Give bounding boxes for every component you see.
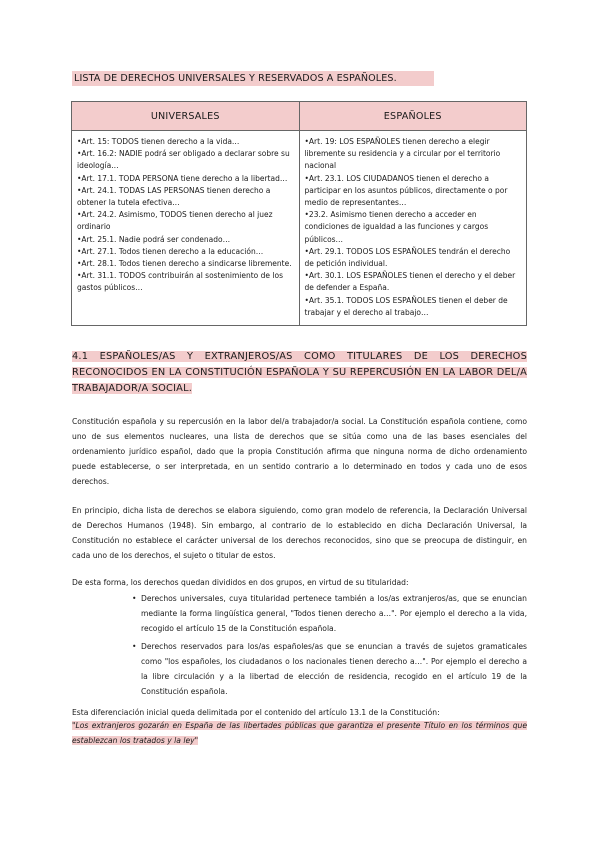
quote-block bbox=[72, 718, 527, 748]
list-item: •Art. 30.1. LOS ESPAÑOLES tienen el derecho y el deber de defender a España. bbox=[304, 271, 516, 293]
list-item: •Art. 25.1. Nadie podrá ser condenado… bbox=[77, 234, 231, 244]
list-item: •Art. 35.1. TODOS LOS ESPAÑOLES tienen el deber de trabajar y el derecho al trabajo… bbox=[304, 295, 508, 317]
list-item: •Art. 16.2: NADIE podrá ser obligado a declarar sobre su ideología… bbox=[77, 149, 290, 171]
quote-text: "Los extranjeros gozarán en España de las libertades públicas que garantiza el presente Título en los términos que establezcan los tratados y la ley" bbox=[72, 721, 527, 745]
header-universales: UNIVERSALES bbox=[72, 102, 300, 131]
bullet-marker: • bbox=[132, 642, 137, 651]
list-item: •Art. 28.1. Todos tienen derecho a sindicarse libremente. bbox=[77, 259, 292, 269]
list-item: •Art. 23.1. LOS CIUDADANOS tienen el derecho a participar en los asuntos públicos, directamente o por medio de representantes… bbox=[304, 173, 508, 208]
paragraph-groups: De esta forma, los derechos quedan divididos en dos grupos, en virtud de su titularidad: bbox=[72, 578, 409, 587]
bullet-marker: • bbox=[132, 594, 137, 603]
list-item: •Art. 19: LOS ESPAÑOLES tienen derecho a elegir libremente su residencia y a circular por el territorio nacional bbox=[304, 137, 501, 171]
paragraph-declaration: En principio, dicha lista de derechos se elabora siguiendo, como gran modelo de referencia, la Declaración Universal de Derechos Humanos (1948). Sin embargo, al contrario de lo establecido en dicha Declaración Universal, la Constitución no establece el carácter universal de los derechos reconocidos, sino que se preocupa de distinguir, en cada uno de los derechos, el sujeto o titular de estos. bbox=[72, 506, 527, 560]
bullet-text: Derechos universales, cuya titularidad pertenece también a los/as extranjeros/as, que se enuncian mediante la forma lingüística general, "Todos tienen derecho a…". Por ejemplo el derecho a la vida, recogido el artículo 15 de la Constitución española. bbox=[141, 594, 527, 633]
section-heading-text: 4.1 ESPAÑOLES/AS Y EXTRANJEROS/AS COMO TITULARES DE LOS DERECHOS RECONOCIDOS EN LA CONSTITUCIÓN ESPAÑOLA Y SU REPERCUSIÓN EN LA LABOR DEL/A TRABAJADOR/A SOCIAL. bbox=[72, 351, 527, 394]
list-item: •Art. 29.1. TODOS LOS ESPAÑOLES tendrán el derecho de petición individual. bbox=[304, 246, 511, 269]
table-row bbox=[72, 131, 527, 326]
bullet-item-universales bbox=[72, 591, 527, 636]
universales-cell bbox=[72, 131, 300, 326]
paragraph-article-13: Esta diferenciación inicial queda delimitada por el contenido del artículo 13.1 de la Constitución: bbox=[72, 708, 440, 717]
list-item: •Art. 17.1. TODA PERSONA tiene derecho a la libertad… bbox=[77, 173, 288, 183]
paragraph-intro: Constitución española y su repercusión en la labor del/a trabajador/a social. La Constitución española contiene, como uno de sus elementos nucleares, una lista de derechos que se sitúa como una de las bases esenciales del ordenamiento jurídico español, dado que la propia Constitución afirma que ninguna norma de dicho ordenamiento puede establecerse, o ser interpretada, en un sentido contrario a lo determinado en todos y cada uno de esos derechos. bbox=[72, 417, 527, 486]
page-title: LISTA DE DERECHOS UNIVERSALES Y RESERVADOS A ESPAÑOLES. bbox=[72, 71, 434, 86]
list-item: •Art. 15: TODOS tienen derecho a la vida… bbox=[77, 137, 240, 146]
bullet-text: Derechos reservados para los/as españoles/as que se enuncian a través de sujetos gramaticales como "los españoles, los ciudadanos o los nacionales tienen derecho a…". Por ejemplo el derecho a la libre circulación y a la libertad de elección de residencia, recogido en el artículo 19 de la Constitución española. bbox=[141, 642, 527, 696]
list-item: •Art. 27.1. Todos tienen derecho a la educación… bbox=[77, 246, 264, 256]
list-item: •Art. 24.1. TODAS LAS PERSONAS tienen derecho a obtener la tutela efectiva… bbox=[77, 185, 271, 208]
list-item: •Art. 24.2. Asimismo, TODOS tienen derecho al juez ordinario bbox=[77, 210, 273, 232]
bullet-list bbox=[72, 591, 527, 702]
table-header-row bbox=[72, 102, 527, 131]
section-heading bbox=[72, 349, 527, 397]
rights-table bbox=[71, 101, 527, 326]
espanoles-cell bbox=[299, 131, 527, 326]
header-espanoles: ESPAÑOLES bbox=[299, 102, 527, 131]
list-item: •23.2. Asimismo tienen derecho a acceder en condiciones de igualdad a las funciones y cargos públicos… bbox=[304, 210, 489, 244]
bullet-item-reservados bbox=[72, 639, 527, 699]
list-item: •Art. 31.1. TODOS contribuirán al sostenimiento de los gastos públicos… bbox=[77, 271, 283, 293]
